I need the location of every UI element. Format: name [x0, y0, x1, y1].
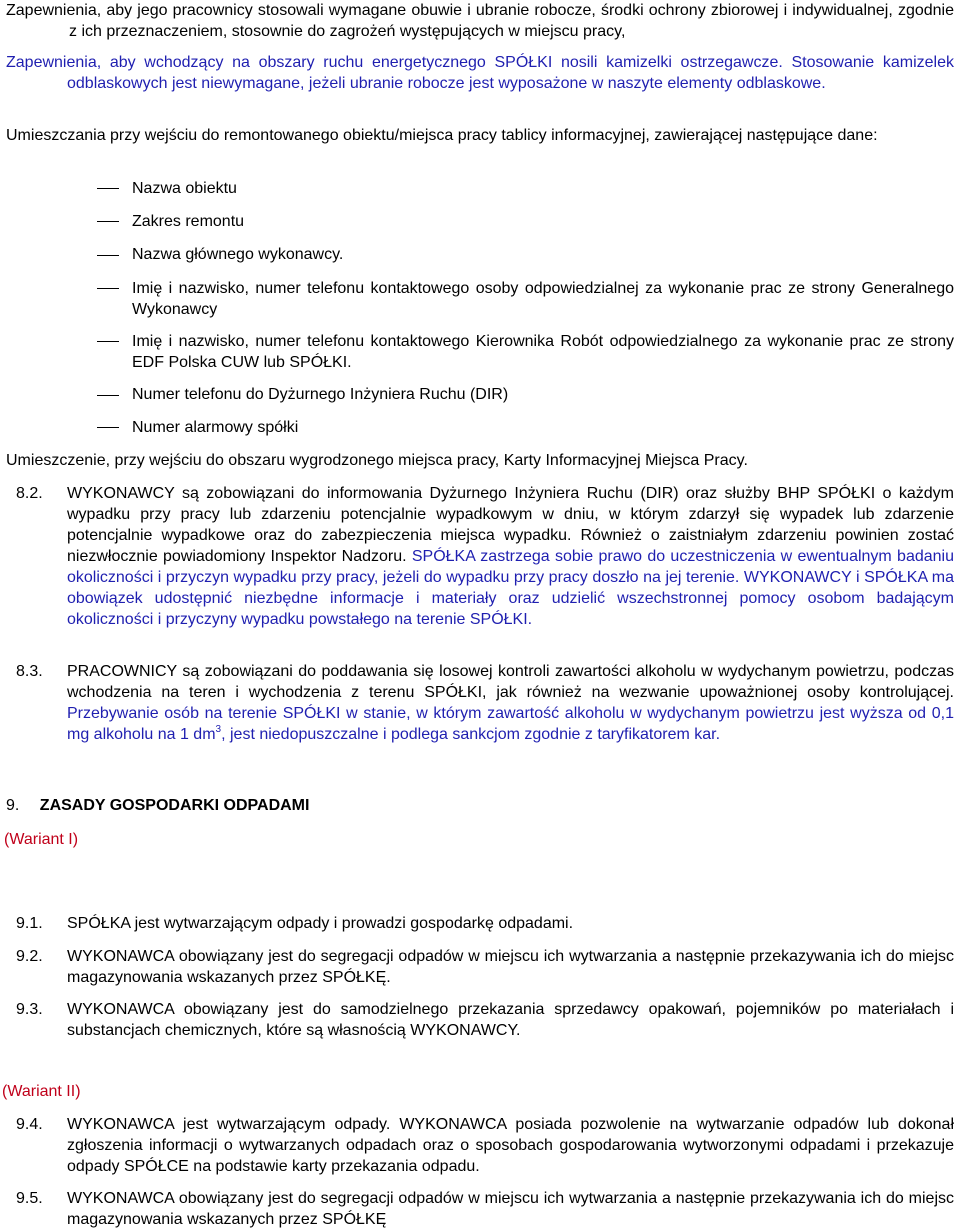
list-item-text: Imię i nazwisko, numer telefonu kontaktowego osoby odpowiedzialnej za wykonanie prac ze strony Generalnego Wykonawcy — [132, 280, 954, 318]
dash-marker — [97, 221, 119, 222]
section-body — [67, 661, 954, 745]
section-text: PRACOWNICY są zobowiązani do poddawania się losowej kontroli zawartości alkoholu w wydychanym powietrzu, podczas wchodzenia na teren i wychodzenia z terenu SPÓŁKI, jak również na wezwanie upoważnionej osoby kontrolującej. — [67, 663, 954, 701]
section-number: 8.2. — [16, 485, 43, 502]
list-item-text: Nazwa obiektu — [132, 180, 237, 197]
item-number: 9.4. — [16, 1116, 43, 1133]
list-item-text: Numer telefonu do Dyżurnego Inżyniera Ruchu (DIR) — [132, 386, 509, 403]
section-9-heading — [6, 795, 309, 816]
dash-marker — [97, 255, 119, 256]
list-item-text: Nazwa głównego wykonawcy. — [132, 246, 344, 263]
section-number: 8.3. — [16, 663, 43, 680]
list-item-text: Numer alarmowy spółki — [132, 419, 299, 436]
paragraph-info-card — [6, 450, 954, 471]
list-item-text: Imię i nazwisko, numer telefonu kontaktowego Kierownika Robót odpowiedzialnego za wykonanie prac ze strony EDF Polska CUW lub SPÓŁKI. — [132, 333, 954, 371]
superscript: 3 — [215, 724, 222, 735]
paragraph-text-blue: Zapewnienia, aby wchodzący na obszary ruchu energetycznego SPÓŁKI nosili kamizelki ostrzegawcze. — [6, 54, 783, 71]
paragraph-text: Zapewnienia, aby jego pracownicy stosowali wymagane obuwie i ubranie robocze, środki ochrony zbiorowej i indywidualnej, zgodnie z ich przeznaczeniem, stosownie do zagrożeń występujących w miejscu pracy, — [6, 2, 954, 40]
dash-marker — [97, 395, 119, 396]
section-title: ZASADY GOSPODARKI ODPADAMI — [39, 797, 310, 814]
dash-marker — [97, 341, 119, 342]
section-text-blue: SPÓŁKA zastrzega sobie prawo do uczestniczenia w ewentualnym badaniu okoliczności i przyczyn wypadku przy pracy, jeżeli do wypadku przy pracy doszło na jej terenie. WYKONAWCY i SPÓŁKA ma obowiązek udostępnić niezbędne informacje i materiały oraz udzielić wszechstronnej pomocy osobom badającym okoliczności i przyczyny wypadku powstałego na terenie SPÓŁKI. — [67, 548, 954, 628]
item-text: SPÓŁKA jest wytwarzającym odpady i prowadzi gospodarkę odpadami. — [67, 915, 574, 932]
paragraph-text: Umieszczania przy wejściu do remontowanego obiektu/miejsca pracy tablicy informacyjnej, zawierającej następujące dane: — [6, 127, 878, 144]
paragraph-text-blue-2: Stosowanie kamizelek odblaskowych jest niewymagane, jeżeli ubranie robocze jest wyposażone w naszyte elementy odblaskowe. — [67, 54, 954, 92]
section-body — [67, 483, 954, 630]
item-text: WYKONAWCA obowiązany jest do segregacji odpadów w miejscu ich wytwarzania a następnie przekazywania ich do miejsc magazynowania wskazanych przez SPÓŁKĘ. — [67, 948, 954, 986]
dash-marker — [97, 427, 119, 428]
item-number: 9.1. — [16, 915, 43, 932]
dash-marker — [97, 188, 119, 189]
section-number: 9. — [6, 797, 20, 814]
dash-marker — [97, 288, 119, 289]
item-number: 9.3. — [16, 1001, 43, 1018]
section-text-blue-2: , jest niedopuszczalne i podlega sankcjom zgodnie z taryfikatorem kar. — [221, 726, 721, 743]
list-item-text: Zakres remontu — [132, 213, 245, 230]
info-board-list — [0, 0, 960, 440]
section-text: WYKONAWCY są zobowiązani do informowania Dyżurnego Inżyniera Ruchu (DIR) oraz służby BHP SPÓŁKI o każdym wypadku przy pracy lub zdarzeniu potencjalnie wypadkowym w dniu, w którym zdarzył się wypadek lub zdarzenie potencjalnie wypadkowe oraz do zabezpieczenia miejsca wypadku. Również o zaistniałym zdarzeniu powinien zostać niezwłocznie powiadomiony Inspektor Nadzoru. — [67, 485, 954, 565]
item-text: WYKONAWCA jest wytwarzającym odpady. WYKONAWCA posiada pozwolenie na wytwarzanie odpadów lub dokonał zgłoszenia informacji o wytwarzanych odpadach oraz o sposobach gospodarowania wytworzonymi odpadami i przekazuje odpady SPÓŁCE na podstawie karty przekazania odpadu. — [67, 1116, 954, 1175]
item-number: 9.5. — [16, 1190, 43, 1207]
item-text: WYKONAWCA obowiązany jest do segregacji odpadów w miejscu ich wytwarzania a następnie przekazywania ich do miejsc magazynowania wskazanych przez SPÓŁKĘ — [67, 1190, 954, 1228]
variant-label: (Wariant II) — [2, 1083, 81, 1100]
item-text: WYKONAWCA obowiązany jest do samodzielnego przekazania sprzedawcy opakowań, pojemników po materiałach i substancjach chemicznych, które są własnością WYKONAWCY. — [67, 1001, 954, 1039]
section-text-blue: Przebywanie osób na terenie SPÓŁKI w stanie, w którym zawartość alkoholu w wydychanym powietrzu jest wyższa od 0,1 mg alkoholu na 1 dm — [67, 705, 954, 743]
item-number: 9.2. — [16, 948, 43, 965]
paragraph-text: Umieszczenie, przy wejściu do obszaru wygrodzonego miejsca pracy, Karty Informacyjnej Miejsca Pracy. — [6, 452, 748, 469]
variant-label: (Wariant I) — [4, 831, 79, 848]
